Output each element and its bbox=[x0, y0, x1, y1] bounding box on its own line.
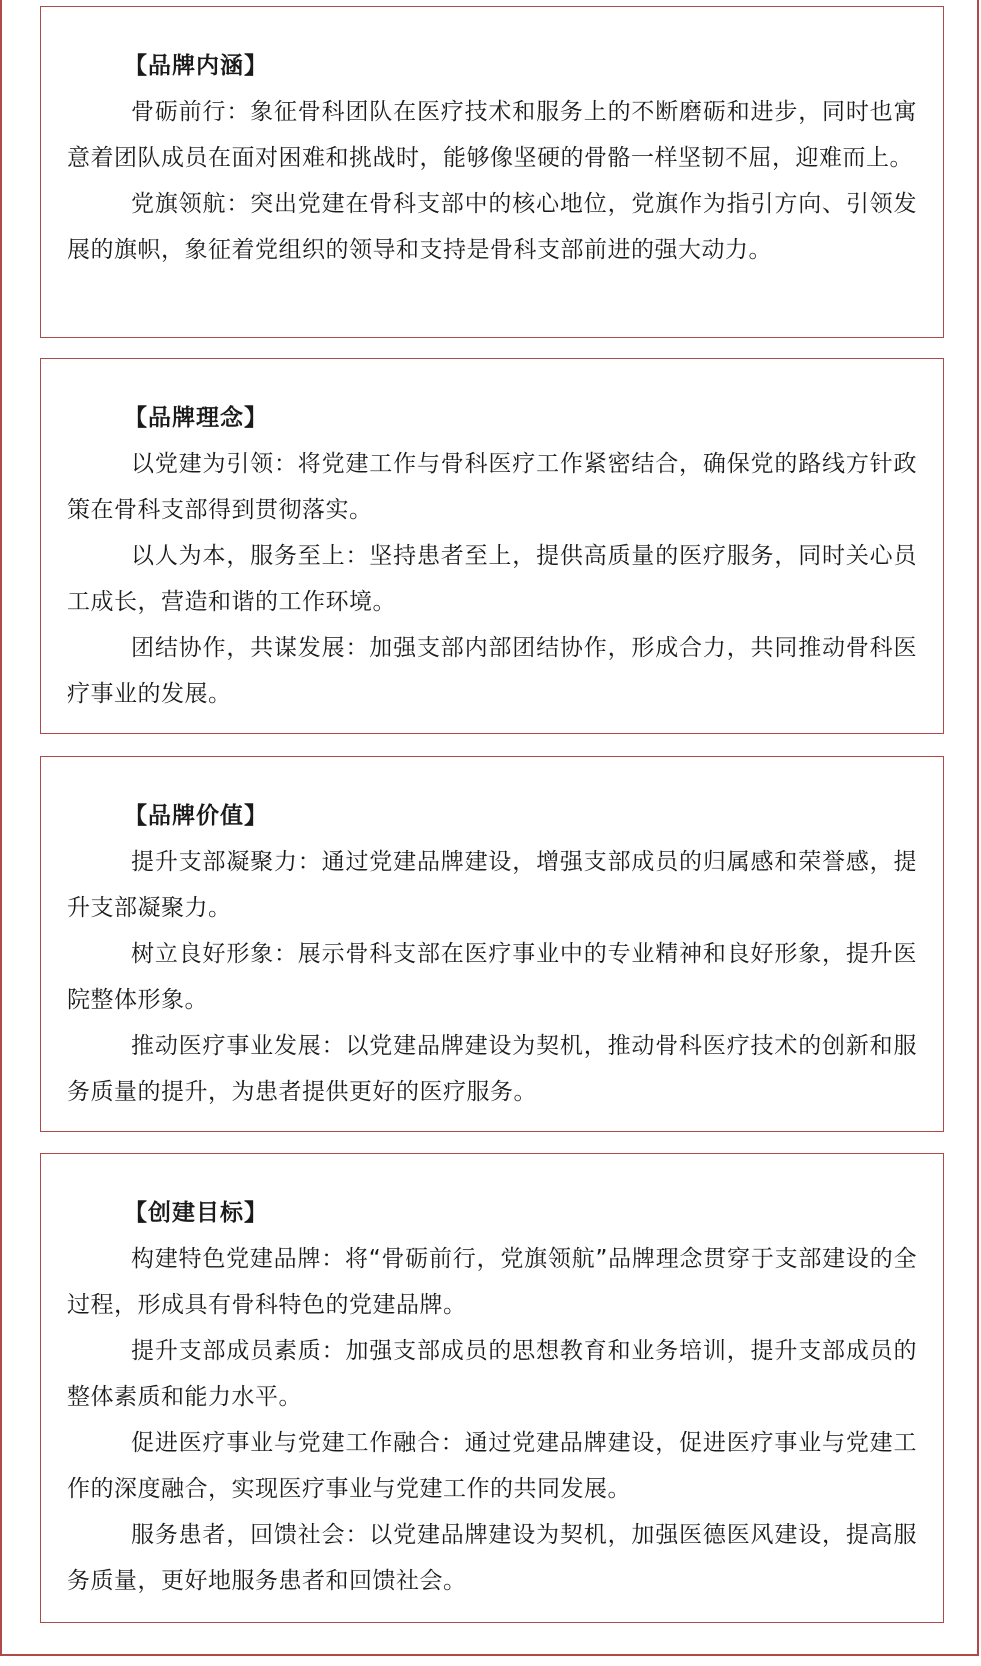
paragraph: 党旗领航：突出党建在骨科支部中的核心地位，党旗作为指引方向、引领发展的旗帜，象征着党组织的领导和支持是骨科支部前进的强大动力。 bbox=[67, 191, 917, 263]
paragraph: 推动医疗事业发展：以党建品牌建设为契机，推动骨科医疗技术的创新和服务质量的提升，为患者提供更好的医疗服务。 bbox=[67, 1033, 917, 1105]
section-brand-concept bbox=[40, 358, 944, 734]
paragraph: 构建特色党建品牌：将“骨砺前行，党旗领航”品牌理念贯穿于支部建设的全过程，形成具有骨科特色的党建品牌。 bbox=[67, 1246, 917, 1318]
section-brand-value bbox=[40, 756, 944, 1132]
section-heading: 【品牌理念】 bbox=[124, 405, 268, 431]
paragraph: 团结协作，共谋发展：加强支部内部团结协作，形成合力，共同推动骨科医疗事业的发展。 bbox=[67, 635, 917, 707]
paragraph: 提升支部成员素质：加强支部成员的思想教育和业务培训，提升支部成员的整体素质和能力水平。 bbox=[67, 1338, 917, 1410]
section-brand-connotation bbox=[40, 6, 944, 338]
paragraph: 树立良好形象：展示骨科支部在医疗事业中的专业精神和良好形象，提升医院整体形象。 bbox=[67, 941, 917, 1013]
paragraph: 骨砺前行：象征骨科团队在医疗技术和服务上的不断磨砺和进步，同时也寓意着团队成员在面对困难和挑战时，能够像坚硬的骨骼一样坚韧不屈，迎难而上。 bbox=[67, 99, 917, 171]
paragraph: 以党建为引领：将党建工作与骨科医疗工作紧密结合，确保党的路线方针政策在骨科支部得到贯彻落实。 bbox=[67, 451, 917, 523]
paragraph: 以人为本，服务至上：坚持患者至上，提供高质量的医疗服务，同时关心员工成长，营造和谐的工作环境。 bbox=[67, 543, 917, 615]
paragraph: 促进医疗事业与党建工作融合：通过党建品牌建设，促进医疗事业与党建工作的深度融合，实现医疗事业与党建工作的共同发展。 bbox=[67, 1430, 917, 1502]
paragraph: 提升支部凝聚力：通过党建品牌建设，增强支部成员的归属感和荣誉感，提升支部凝聚力。 bbox=[67, 849, 917, 921]
section-heading: 【品牌价值】 bbox=[124, 803, 268, 829]
section-creation-goals bbox=[40, 1153, 944, 1623]
section-heading: 【创建目标】 bbox=[124, 1200, 268, 1226]
paragraph: 服务患者，回馈社会：以党建品牌建设为契机，加强医德医风建设，提高服务质量，更好地服务患者和回馈社会。 bbox=[67, 1522, 917, 1594]
section-heading: 【品牌内涵】 bbox=[124, 53, 268, 79]
